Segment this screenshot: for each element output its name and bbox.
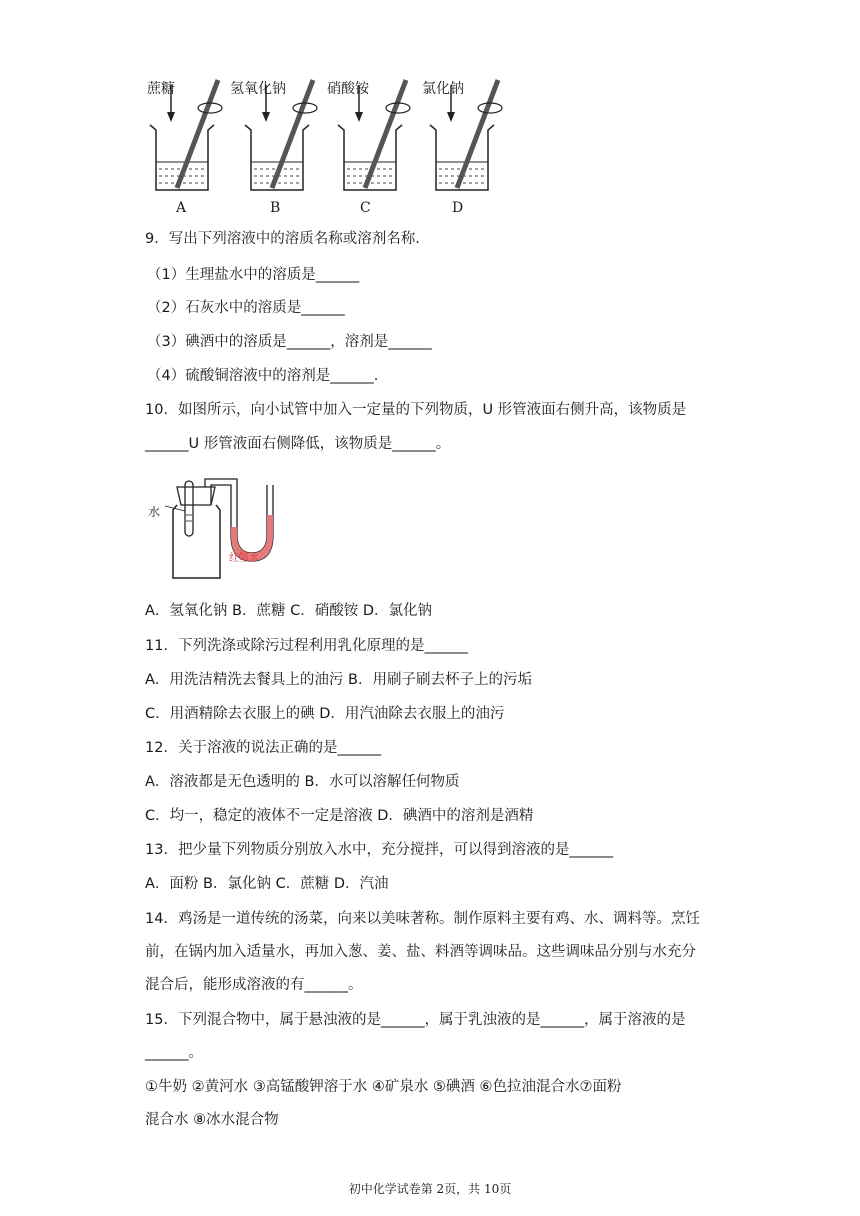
page-footer: 初中化学试卷第 2页，共 10页 xyxy=(348,1182,512,1196)
q11-options-line2: C．用酒精除去衣服上的碘 D．用汽油除去衣服上的油污 xyxy=(145,706,505,722)
q10-stem-line2: ______U 形管液面右侧降低，该物质是______。 xyxy=(145,436,451,452)
beaker-label-d: 氯化钠 xyxy=(422,81,464,97)
q12-stem: 12．关于溶液的说法正确的是______ xyxy=(145,740,381,756)
q12-options-line2: C．均一，稳定的液体不一定是溶液 D．碘酒中的溶剂是酒精 xyxy=(145,808,534,824)
q14-line1: 14．鸡汤是一道传统的汤菜，向来以美味著称。制作原料主要有鸡、水、调料等。烹饪 xyxy=(145,911,700,927)
q9-item-3: （3）碘酒中的溶质是______，溶剂是______ xyxy=(147,334,432,350)
u-tube-apparatus-figure xyxy=(145,475,275,585)
q12-options-line1: A．溶液都是无色透明的 B．水可以溶解任何物质 xyxy=(145,774,460,790)
q15-line4: 混合水 ⑧冰水混合物 xyxy=(145,1112,279,1128)
beaker-label-b: 氢氧化钠 xyxy=(230,81,286,97)
q10-options: A．氢氧化钠 B．蔗糖 C．硝酸铵 D．氯化钠 xyxy=(145,603,432,619)
beaker-letter-a: A xyxy=(176,200,187,216)
q14-line3: 混合后，能形成溶液的有______。 xyxy=(145,977,363,993)
q9-item-1: （1）生理盐水中的溶质是______ xyxy=(147,267,360,283)
q10-stem-line1: 10．如图所示，向小试管中加入一定量的下列物质，U 形管液面右侧升高，该物质是 xyxy=(145,402,687,418)
q15-line3: ①牛奶 ②黄河水 ③高锰酸钾溶于水 ④矿泉水 ⑤碘酒 ⑥色拉油混合水⑦面粉 xyxy=(145,1079,622,1095)
q13-options: A．面粉 B．氯化钠 C．蔗糖 D．汽油 xyxy=(145,876,389,892)
q9-item-4: （4）硫酸铜溶液中的溶剂是______. xyxy=(147,368,379,384)
red-ink-label: 红墨水 xyxy=(229,553,259,564)
q13-stem: 13．把少量下列物质分别放入水中，充分搅拌，可以得到溶液的是______ xyxy=(145,842,613,858)
q15-line1: 15．下列混合物中，属于悬浊液的是______，属于乳浊液的是______，属于溶液的是 xyxy=(145,1012,686,1028)
beaker-label-c: 硝酸铵 xyxy=(327,81,369,97)
q11-options-line1: A．用洗洁精洗去餐具上的油污 B．用刷子刷去杯子上的污垢 xyxy=(145,672,532,688)
beaker-label-a: 蔗糖 xyxy=(147,81,175,97)
beaker-letter-d: D xyxy=(452,200,464,216)
beaker-letter-c: C xyxy=(360,200,371,216)
q9-stem: 9．写出下列溶液中的溶质名称或溶剂名称. xyxy=(145,231,420,247)
water-label: 水 xyxy=(148,505,161,519)
q15-line2: ______。 xyxy=(145,1045,203,1061)
q11-stem: 11．下列洗涤或除污过程利用乳化原理的是______ xyxy=(145,638,468,654)
q14-line2: 前，在锅内加入适量水，再加入葱、姜、盐、料酒等调味品。这些调味品分别与水充分 xyxy=(145,944,696,960)
beaker-letter-b: B xyxy=(270,200,281,216)
q9-item-2: （2）石灰水中的溶质是______ xyxy=(147,300,345,316)
